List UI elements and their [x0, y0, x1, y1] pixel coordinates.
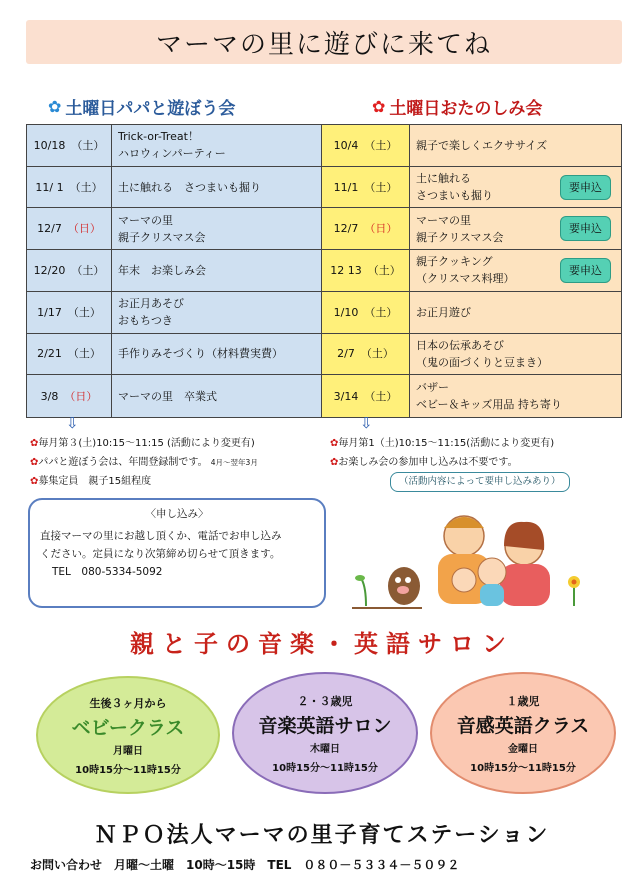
note-line: ✿毎月第1（土)10:15～11:15(活動により変更有) [330, 438, 555, 449]
activity-text: 親子クリスマス会 [118, 230, 206, 244]
otanoshimi-event-activity [410, 250, 621, 292]
event-date: 2/7 [337, 347, 355, 361]
flower-icon: ✿ [372, 97, 386, 116]
activity-text: Trick-or-Treat！ [118, 130, 199, 144]
papa-event-activity [112, 167, 322, 209]
flower-icon: ✿ [330, 438, 339, 449]
event-date: 11/1 [333, 180, 359, 194]
event-date: 10/4 [333, 138, 359, 152]
event-weekday: （土） [69, 180, 103, 194]
event-weekday: （土） [364, 138, 398, 152]
papa-event-date [27, 167, 112, 209]
papa-event-date [27, 125, 112, 167]
class-day: 金曜日 [508, 743, 538, 755]
activity-text: マーマの里 [118, 213, 173, 227]
otanoshimi-event-activity [410, 292, 621, 334]
note-line: ✿毎月第３(土)10:15～11:15 (活動により変更有) [30, 438, 255, 449]
activity-text: マーマの里 [416, 213, 471, 227]
organization-name: ＮＰＯ法人マーマの里子育てステーション [94, 823, 550, 848]
class-bubble [36, 676, 220, 794]
mole-illustration [388, 567, 420, 605]
papa-event-activity [112, 292, 322, 334]
activity-text: お正月遊び [416, 305, 471, 319]
event-weekday: （土） [364, 305, 398, 319]
right-section-title: 土曜日おたのしみ会 [389, 99, 543, 119]
activity-text: 手作りみそづくり（材料費実費） [118, 347, 283, 361]
class-name: ベビークラス [71, 716, 185, 739]
registration-required-badge: 要申込 [560, 258, 611, 283]
class-name: 音感英語クラス [456, 714, 590, 737]
otanoshimi-event-activity [410, 334, 621, 376]
class-name: 音楽英語サロン [258, 714, 392, 737]
event-weekday: （日） [64, 389, 98, 403]
activity-text: ハロウィンパーティー [118, 147, 226, 161]
activity-text: （クリスマス料理） [416, 272, 515, 286]
class-age: 生後３ヶ月から [89, 696, 167, 710]
papa-event-date [27, 334, 112, 376]
schedule-table [26, 124, 622, 418]
application-tel: TEL 080-5334-5092 [52, 565, 163, 578]
activity-text: 親子クッキング [416, 255, 493, 269]
papa-event-date [27, 250, 112, 292]
otanoshimi-event-date [322, 208, 410, 250]
event-weekday: （土） [360, 347, 394, 361]
flower-icon: ✿ [30, 457, 39, 468]
right-notes [330, 434, 630, 492]
activity-text: バザー [416, 381, 449, 395]
flower-icon: ✿ [48, 97, 62, 116]
event-date: 3/8 [40, 389, 59, 403]
title-banner [26, 20, 622, 64]
activity-text: さつまいも掘り [416, 189, 493, 203]
papa-event-date [27, 375, 112, 417]
activity-text: 土に触れる さつまいも掘り [118, 180, 261, 194]
activity-text: ベビー＆キッズ用品 持ち寄り [416, 398, 562, 412]
left-section-title: 土曜日パパと遊ぼう会 [65, 99, 236, 119]
event-date: 1/17 [37, 305, 62, 319]
otanoshimi-event-date [322, 334, 410, 376]
event-weekday: （土） [367, 263, 401, 277]
activity-text: マーマの里 卒業式 [118, 389, 217, 403]
activity-text: 親子クリスマス会 [416, 230, 504, 244]
papa-event-activity [112, 250, 322, 292]
page-title: マーマの里に遊びに来てね [155, 29, 492, 60]
activity-text: 日本の伝承あそび [416, 338, 504, 352]
papa-event-date [27, 208, 112, 250]
class-day: 月曜日 [113, 745, 143, 757]
activity-text: 土に触れる [416, 172, 471, 186]
event-weekday: （土） [67, 305, 101, 319]
otanoshimi-event-date [322, 125, 410, 167]
class-time: 10時15分～11時15分 [470, 762, 576, 774]
down-arrow-icon: ⇩ [360, 414, 373, 432]
event-date: 11/ 1 [35, 180, 64, 194]
down-arrow-icon: ⇩ [66, 414, 79, 432]
event-date: 2/21 [37, 347, 62, 361]
note-line: ✿お楽しみ会の参加申し込みは不要です。 [330, 457, 518, 468]
activity-text: おもちつき [118, 314, 173, 328]
class-time: 10時15分～11時15分 [75, 764, 181, 776]
note-pill: （活動内容によって要申し込みあり） [390, 472, 570, 492]
papa-event-activity [112, 334, 322, 376]
right-section-heading [372, 94, 542, 119]
note-line: ✿募集定員 親子15組程度 [30, 476, 152, 487]
event-date: 12/7 [333, 222, 359, 236]
event-date: 10/18 [33, 138, 66, 152]
event-weekday: （日） [364, 222, 398, 236]
flower-icon: ✿ [30, 476, 39, 487]
event-weekday: （日） [67, 222, 101, 236]
otanoshimi-event-date [322, 375, 410, 417]
class-time: 10時15分～11時15分 [272, 762, 378, 774]
class-bubble [232, 672, 418, 794]
contact-info: お問い合わせ 月曜～土曜 10時～15時 TEL ０８０－５３３４－５０９２ [30, 858, 460, 872]
application-heading: 〈申し込み〉 [145, 508, 209, 520]
papa-event-activity [112, 375, 322, 417]
event-weekday: （土） [67, 347, 101, 361]
activity-text: 親子で楽しくエクササイズ [416, 138, 548, 152]
class-bubble [430, 672, 616, 794]
papa-event-activity [112, 208, 322, 250]
activity-text: （鬼の面づくりと豆まき） [416, 355, 548, 369]
flower-icon: ✿ [30, 438, 39, 449]
event-date: 12 13 [330, 263, 362, 277]
otanoshimi-event-date [322, 292, 410, 334]
flower-icon: ✿ [330, 457, 339, 468]
otanoshimi-event-date [322, 167, 410, 209]
note-line: ✿パパと遊ぼう会は、年間登録制です。 4月～翌年3月 [30, 457, 258, 468]
activity-text: 年末 お楽しみ会 [118, 263, 206, 277]
registration-required-badge: 要申込 [560, 175, 611, 200]
event-weekday: （土） [71, 138, 105, 152]
activity-text: お正月あそび [118, 297, 184, 311]
otanoshimi-event-activity [410, 167, 621, 209]
registration-required-badge: 要申込 [560, 216, 611, 241]
otanoshimi-event-activity [410, 375, 621, 417]
class-age: ２・３歳児 [297, 694, 353, 708]
class-day: 木曜日 [310, 743, 340, 755]
application-text: 直接マーマの里にお越し頂くか、電話でお申し込み [40, 529, 282, 542]
otanoshimi-event-date [322, 250, 410, 292]
papa-event-date [27, 292, 112, 334]
application-text: ください。定員になり次第締め切らせて頂きます。 [40, 547, 281, 560]
event-date: 1/10 [333, 305, 359, 319]
event-weekday: （土） [364, 180, 398, 194]
left-notes [30, 434, 330, 491]
event-date: 12/20 [33, 263, 66, 277]
otanoshimi-event-activity [410, 125, 621, 167]
left-section-heading [48, 94, 235, 119]
family-illustration [352, 502, 592, 614]
papa-event-activity [112, 125, 322, 167]
application-box [28, 498, 326, 608]
otanoshimi-event-activity [410, 208, 621, 250]
class-age: １歳児 [506, 694, 540, 708]
event-weekday: （土） [71, 263, 105, 277]
event-date: 12/7 [37, 222, 62, 236]
event-weekday: （土） [364, 389, 398, 403]
salon-title: 親と子の音楽・英語サロン [130, 630, 514, 658]
event-date: 3/14 [333, 389, 359, 403]
